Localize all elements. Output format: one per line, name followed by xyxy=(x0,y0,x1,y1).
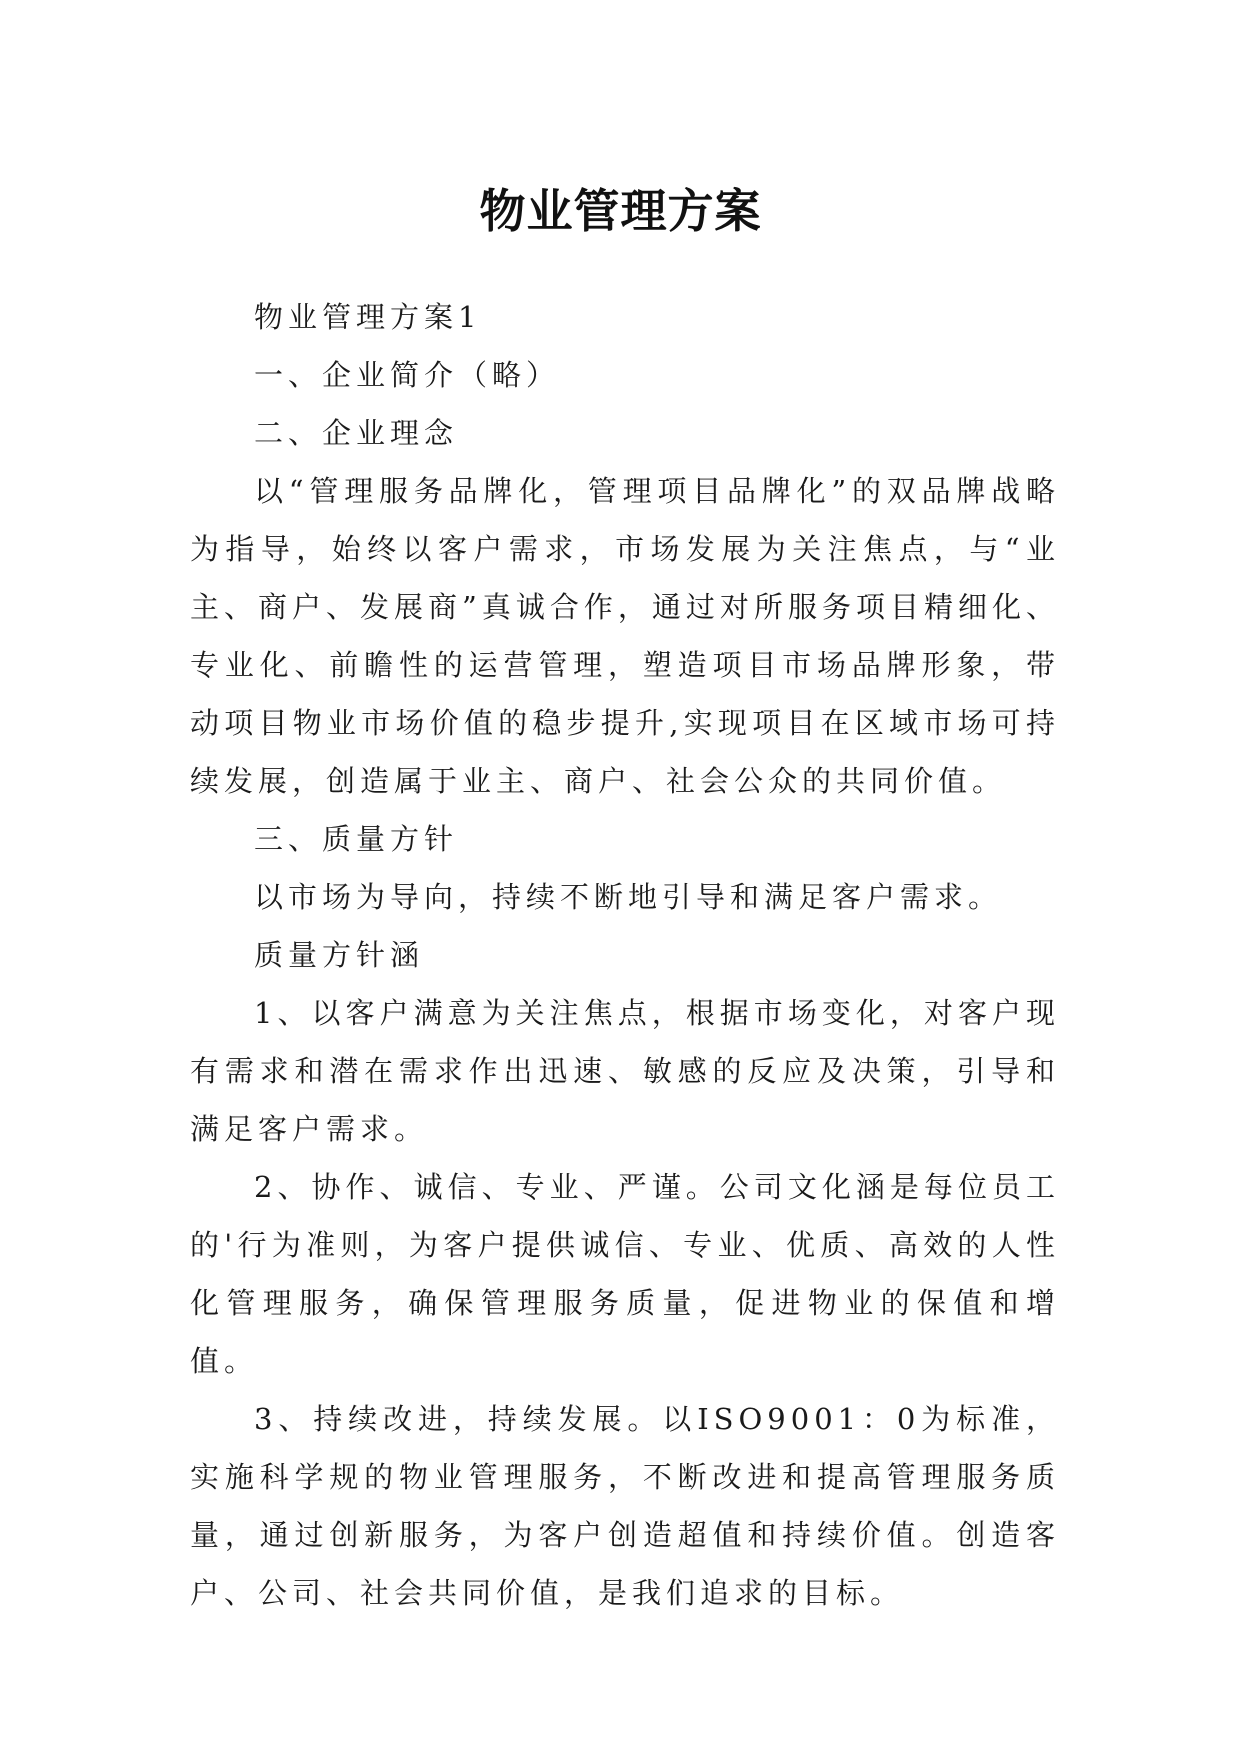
paragraph-point-2: 2、协作、诚信、专业、严谨。公司文化涵是每位员工的'行为准则，为客户提供诚信、专业、优质、高效的人性化管理服务，确保管理服务质量，促进物业的保值和增值。 xyxy=(190,1170,1060,1378)
section-heading-company-philosophy: 二、企业理念 xyxy=(254,416,459,450)
section-heading-company-intro: 一、企业简介（略） xyxy=(254,358,561,392)
section-heading: 物业管理方案1 xyxy=(254,300,482,334)
document-title: 物业管理方案 xyxy=(479,183,762,238)
paragraph-philosophy: 以“管理服务品牌化，管理项目品牌化”的双品牌战略为指导，始终以客户需求，市场发展为关注焦点，与“业主、商户、发展商”真诚合作，通过对所服务项目精细化、专业化、前瞻性的运营管理，塑造项目市场品牌形象，带动项目物业市场价值的稳步提升,实现项目在区域市场可持续发展，创造属于业主、商户、社会公众的共同价值。 xyxy=(190,474,1060,798)
section-heading-quality-policy: 三、质量方针 xyxy=(254,822,459,856)
paragraph-quality-policy: 以市场为导向，持续不断地引导和满足客户需求。 xyxy=(254,880,1003,914)
subheading-quality-policy-meaning: 质量方针涵 xyxy=(254,938,425,972)
paragraph-point-1: 1、以客户满意为关注焦点，根据市场变化，对客户现有需求和潜在需求作出迅速、敏感的反应及决策，引导和满足客户需求。 xyxy=(190,996,1060,1146)
document-body xyxy=(190,288,1060,1622)
paragraph-point-3: 3、持续改进，持续发展。以ISO9001：0为标准，实施科学规的物业管理服务，不断改进和提高管理服务质量，通过创新服务，为客户创造超值和持续价值。创造客户、公司、社会共同价值，是我们追求的目标。 xyxy=(190,1402,1060,1610)
